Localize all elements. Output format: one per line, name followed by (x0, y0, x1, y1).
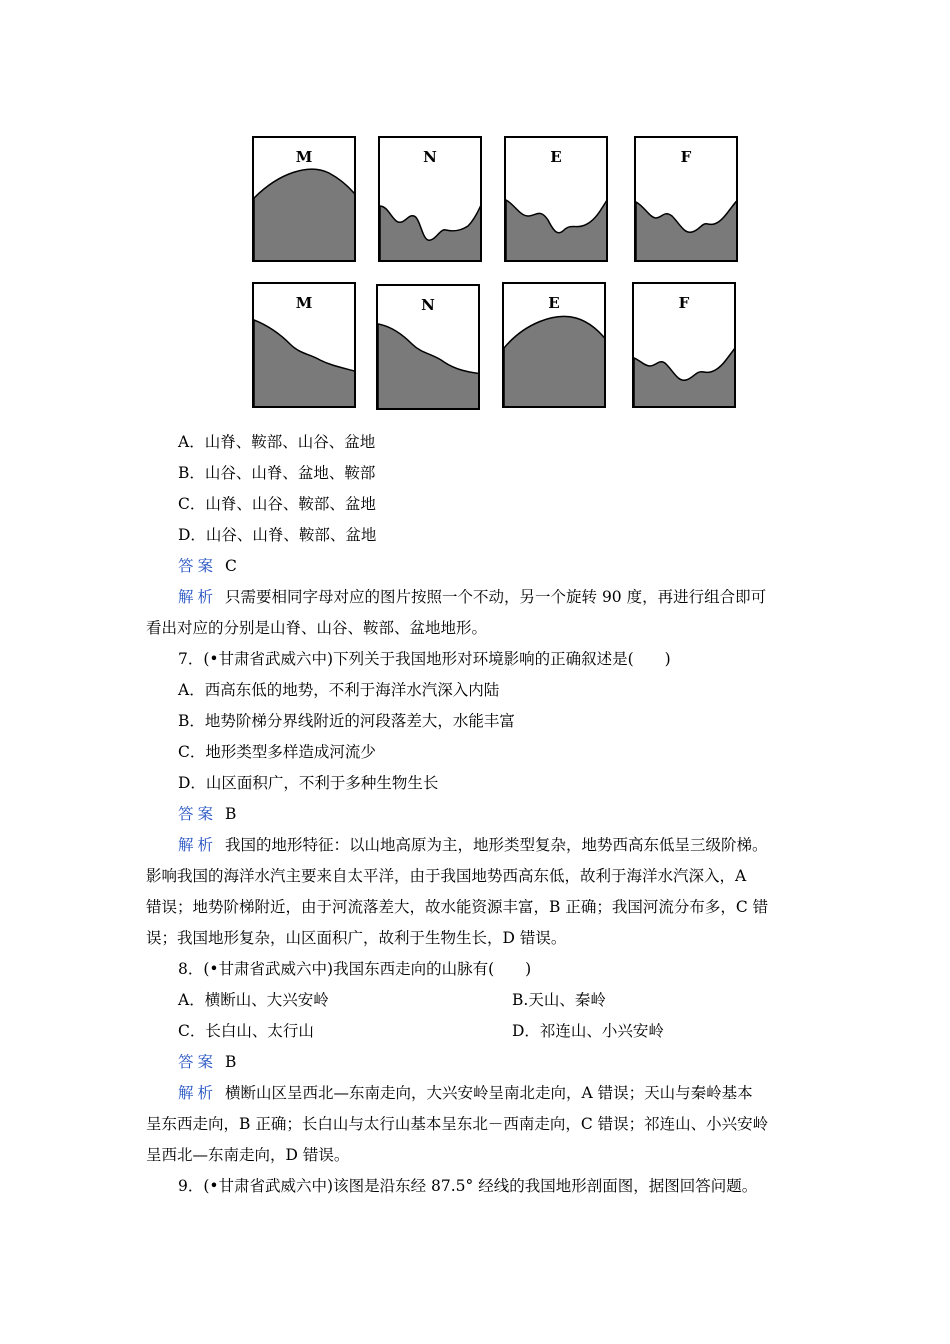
profile-panel-row1-f (634, 136, 738, 262)
profile-panel-row1-e (504, 136, 608, 262)
q8-option-d: D．祁连山、小兴安岭 (512, 1022, 664, 1040)
q7-analysis-line-2: 影响我国的海洋水汽主要来自太平洋，由于我国地势西高东低，故利于海洋水汽深入，A (146, 867, 747, 885)
profile-panel-row2-f (632, 282, 736, 408)
answer-value: C (225, 557, 237, 575)
answer-label: 答案 (178, 805, 218, 823)
panel-label: F (678, 294, 690, 312)
q8-option-b: B.天山、秦岭 (512, 991, 606, 1009)
q8-stem: 8．(•甘肃省武威六中)我国东西走向的山脉有( ) (178, 960, 532, 978)
q8-analysis-line-3: 呈西北—东南走向，D 错误。 (146, 1146, 350, 1164)
analysis-text: 我国的地形特征：以山地高原为主，地形类型复杂，地势西高东低呈三级阶梯。 (225, 836, 768, 854)
q7-option-b: B．地势阶梯分界线附近的河段落差大，水能丰富 (178, 712, 515, 730)
panel-label: E (548, 294, 560, 312)
q6-option-d: D．山谷、山脊、鞍部、盆地 (178, 526, 377, 544)
panel-label: E (550, 148, 562, 166)
q6-option-a: A．山脊、鞍部、山谷、盆地 (178, 433, 376, 451)
q6-analysis-line-1 (178, 587, 766, 607)
profile-panel-row2-e (502, 282, 606, 408)
answer-label: 答案 (178, 1053, 218, 1071)
profile-panel-row2-m (252, 282, 356, 408)
q7-stem: 7．(•甘肃省武威六中)下列关于我国地形对环境影响的正确叙述是( ) (178, 650, 671, 668)
analysis-text: 横断山区呈西北—东南走向，大兴安岭呈南北走向，A 错误；天山与秦岭基本 (225, 1084, 753, 1102)
profile-panel-row2-n (376, 284, 480, 410)
q6-answer (178, 556, 237, 576)
q7-option-c: C．地形类型多样造成河流少 (178, 743, 376, 761)
panel-label: N (423, 148, 437, 166)
terrain-profile-figure (0, 0, 950, 420)
q7-analysis-line-4: 误；我国地形复杂，山区面积广，故利于生物生长，D 错误。 (146, 929, 567, 947)
q8-option-a: A．横断山、大兴安岭 (178, 991, 329, 1009)
analysis-text: 只需要相同字母对应的图片按照一个不动，另一个旋转 90 度，再进行组合即可 (225, 588, 767, 606)
panel-label: M (295, 148, 313, 166)
q8-option-c: C．长白山、太行山 (178, 1022, 314, 1040)
answer-value: B (225, 1053, 237, 1071)
panel-label: F (680, 148, 692, 166)
q8-analysis-line-1 (178, 1083, 753, 1103)
answer-label: 答案 (178, 557, 218, 575)
q7-answer (178, 804, 236, 824)
q8-answer (178, 1052, 236, 1072)
q8-analysis-line-2: 呈东西走向，B 正确；长白山与太行山基本呈东北－西南走向，C 错误；祁连山、小兴安岭 (146, 1115, 769, 1133)
profile-panel-row1-n (378, 136, 482, 262)
panel-label: N (421, 296, 435, 314)
q6-analysis-line-2: 看出对应的分别是山脊、山谷、鞍部、盆地地形。 (146, 619, 488, 637)
analysis-label: 解析 (178, 1084, 218, 1102)
profile-panel-row1-m (252, 136, 356, 262)
panel-label: M (295, 294, 313, 312)
q7-option-a: A．西高东低的地势，不利于海洋水汽深入内陆 (178, 681, 500, 699)
analysis-label: 解析 (178, 588, 218, 606)
q7-analysis-line-3: 错误；地势阶梯附近，由于河流落差大，故水能资源丰富，B 正确；我国河流分布多，C 错 (146, 898, 769, 916)
q6-option-b: B．山谷、山脊、盆地、鞍部 (178, 464, 376, 482)
q6-option-c: C．山脊、山谷、鞍部、盆地 (178, 495, 376, 513)
q7-analysis-line-1 (178, 835, 768, 855)
q9-stem: 9．(•甘肃省武威六中)该图是沿东经 87.5° 经线的我国地形剖面图，据图回答问题。 (178, 1177, 758, 1195)
answer-value: B (225, 805, 237, 823)
analysis-label: 解析 (178, 836, 218, 854)
q7-option-d: D．山区面积广，不利于多种生物生长 (178, 774, 439, 792)
